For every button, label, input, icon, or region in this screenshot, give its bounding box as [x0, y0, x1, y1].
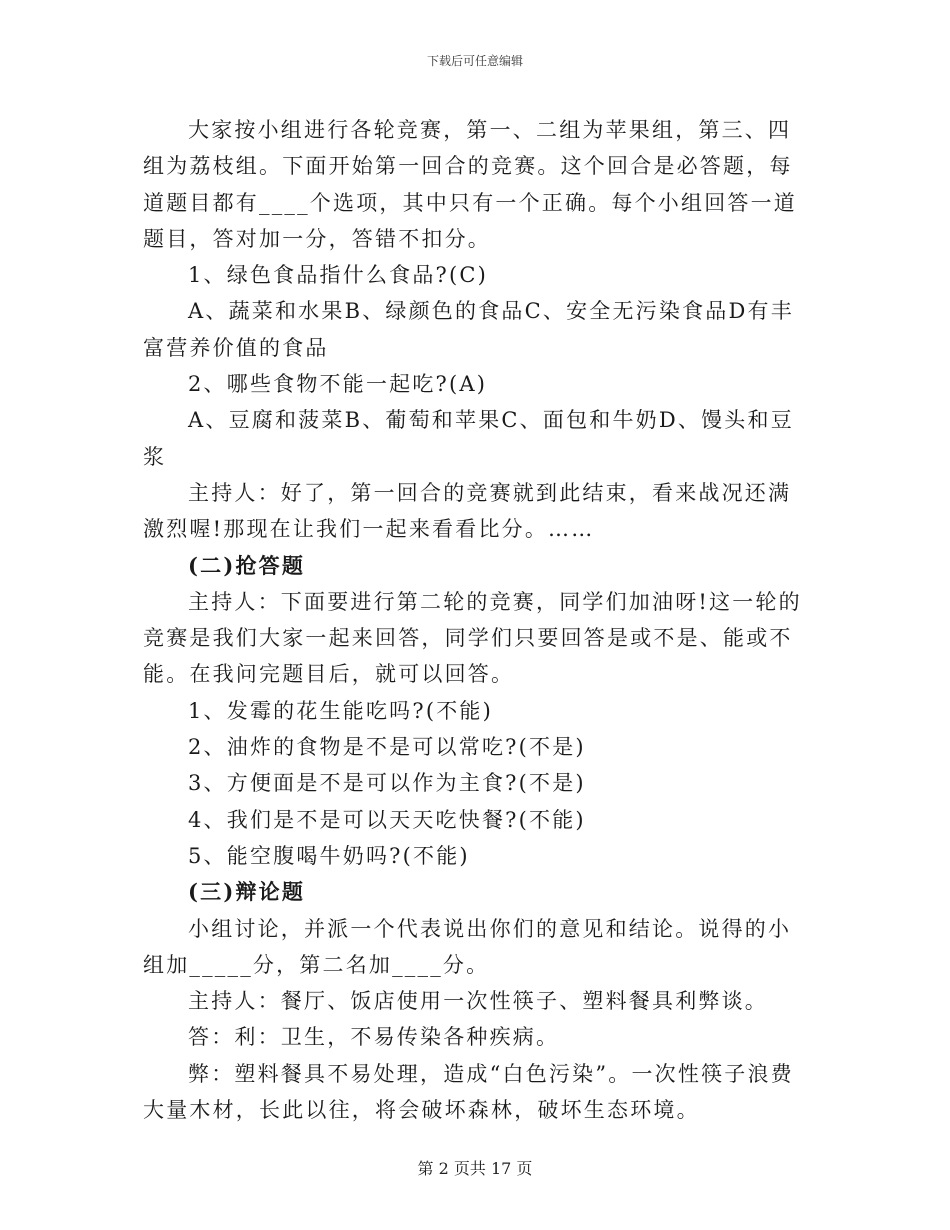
section-heading: (三)辩论题 [188, 879, 306, 905]
paragraph: 答：利：卫生，不易传染各种疾病。 [188, 1025, 560, 1050]
section-heading: (二)抢答题 [188, 552, 306, 578]
document-body [143, 112, 813, 1128]
paragraph: 小组讨论，并派一个代表说出你们的意见和结论。说得的小组加_____分，第二名加____分。 [143, 916, 792, 977]
paragraph: 大家按小组进行各轮竞赛，第一、二组为苹果组，第三、四组为荔枝组。下面开始第一回合的竞赛。这个回合是必答题，每道题目都有____个选项，其中只有一个正确。每个小组回答一道题目，答对加一分，答错不扣分。 [143, 118, 797, 251]
question-item: 5、能空腹喝牛奶吗?(不能) [188, 843, 470, 868]
paragraph: 主持人：好了，第一回合的竞赛就到此结束，看来战况还满激烈喔!那现在让我们一起来看看比分。…… [143, 480, 792, 542]
question-item: 2、哪些食物不能一起吃?(A) [188, 372, 488, 397]
page-footer: 第 2 页共 17 页 [417, 1159, 533, 1178]
page-header: 下载后可任意编辑 [426, 54, 523, 68]
question-item: 2、油炸的食物是不是可以常吃?(不是) [188, 735, 586, 760]
answer-options: A、豆腐和菠菜B、葡萄和苹果C、面包和牛奶D、馒头和豆浆 [143, 408, 794, 469]
paragraph: 主持人：下面要进行第二轮的竞赛，同学们加油呀!这一轮的竞赛是我们大家一起来回答，同学们只要回答是或不是、能或不能。在我问完题目后，就可以回答。 [143, 589, 802, 687]
paragraph: 主持人：餐厅、饭店使用一次性筷子、塑料餐具利弊谈。 [188, 989, 768, 1014]
question-item: 3、方便面是不是可以作为主食?(不是) [188, 771, 586, 796]
question-item: 1、发霉的花生能吃吗?(不能) [188, 698, 494, 723]
answer-options: A、蔬菜和水果B、绿颜色的食品C、安全无污染食品D有丰富营养价值的食品 [143, 299, 794, 360]
question-item: 4、我们是不是可以天天吃快餐?(不能) [188, 807, 586, 832]
paragraph: 弊：塑料餐具不易处理，造成“白色污染”。一次性筷子浪费大量木材，长此以往，将会破坏森林，破坏生态环境。 [143, 1061, 794, 1123]
question-item: 1、绿色食品指什么食品?(C) [188, 263, 489, 288]
